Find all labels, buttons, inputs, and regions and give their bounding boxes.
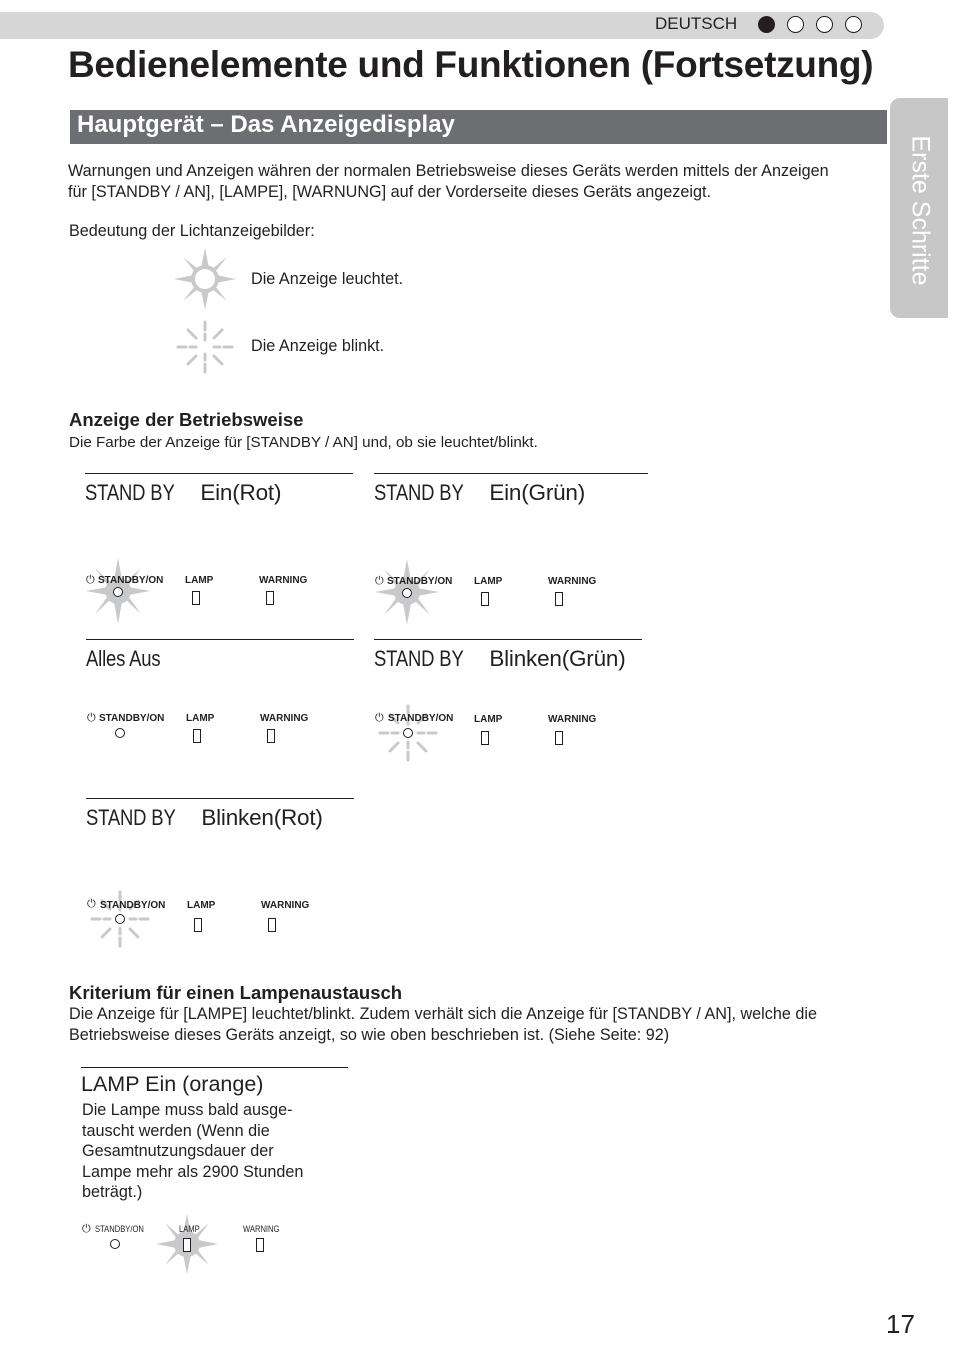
panel-title-all-off: Alles Aus: [86, 646, 161, 671]
standby-led: [113, 587, 123, 597]
warning-led: [555, 592, 563, 606]
legend-lit-text: Die Anzeige leuchtet.: [251, 270, 404, 288]
warning-led: [268, 918, 276, 932]
intro-line-1: Warnungen und Anzeigen währen der normalen Betriebsweise dieses Geräts werden mittels der Anzeigen: [68, 162, 829, 180]
standby-led: [402, 588, 412, 598]
page-title: Bedienelemente und Funktionen (Fortsetzung): [68, 44, 874, 85]
warning-led: [256, 1238, 264, 1252]
standby-led: [115, 914, 125, 924]
section-header: [70, 110, 887, 144]
panel-title-lamp-on-orange: LAMP Ein (orange): [81, 1072, 264, 1096]
standby-label: STANDBY/ON: [100, 900, 166, 911]
warning-label: WARNING: [259, 575, 308, 586]
lamp-label: LAMP: [185, 575, 214, 586]
warning-led: [555, 731, 563, 745]
panel-divider: [81, 1067, 348, 1068]
standby-led: [110, 1239, 120, 1249]
lamp-label: LAMP: [186, 713, 215, 724]
lamp-led: [183, 1238, 191, 1252]
lamp-led: [481, 592, 489, 606]
standby-led: [115, 728, 125, 738]
operation-description: Die Farbe der Anzeige für [STANDBY / AN] und, ob sie leuchtet/blinkt.: [69, 434, 538, 451]
standby-led: [403, 728, 413, 738]
power-icon: ⏻: [375, 712, 384, 724]
panel-divider: [374, 639, 642, 640]
lamp-panel-text: [82, 1100, 303, 1203]
lamp-replacement-line-2: Betriebsweise dieses Geräts anzeigt, so wie oben beschrieben ist. (Siehe Seite: 92): [69, 1026, 670, 1044]
page-indicator-dot-active: [758, 16, 775, 33]
page-indicator-dot: [845, 16, 862, 33]
blink-indicator-icon: [176, 320, 234, 374]
intro-line-2: für [STANDBY / AN], [LAMPE], [WARNUNG] auf der Vorderseite dieses Geräts angezeigt.: [68, 183, 711, 201]
lamp-led: [193, 729, 201, 743]
page-indicator-dot: [816, 16, 833, 33]
lamp-label: LAMP: [187, 900, 216, 911]
power-icon: ⏻: [82, 1223, 91, 1235]
warning-led: [267, 729, 275, 743]
standby-label: STANDBY/ON: [99, 713, 165, 724]
warning-label: WARNING: [548, 714, 597, 725]
section-title: Hauptgerät – Das Anzeigedisplay: [77, 111, 455, 138]
standby-label: STANDBY/ON: [98, 575, 164, 586]
lamp-panel-text-line: Die Lampe muss bald ausge-: [82, 1101, 293, 1119]
panel-divider: [86, 639, 354, 640]
legend-blink-text: Die Anzeige blinkt.: [251, 337, 385, 355]
panel-divider: [86, 798, 354, 799]
panel-divider: [85, 473, 353, 474]
page-number: 17: [886, 1309, 915, 1339]
lamp-panel-text-line: Gesamtnutzungsdauer der: [82, 1142, 274, 1161]
power-icon: ⏻: [87, 898, 96, 910]
lamp-led: [481, 731, 489, 745]
lit-indicator-icon: [174, 248, 236, 310]
warning-label: WARNING: [243, 1224, 280, 1235]
language-bar: [0, 12, 884, 39]
lamp-label: LAMP: [474, 576, 503, 587]
panel-title-standby-on-red: STAND BY Ein(Rot): [85, 480, 282, 505]
warning-label: WARNING: [261, 900, 310, 911]
lamp-led: [192, 591, 200, 605]
lamp-label: LAMP: [474, 714, 503, 725]
standby-label: STANDBY/ON: [387, 576, 453, 587]
panel-title-standby-blink-green: STAND BY Blinken(Grün): [374, 646, 626, 671]
lamp-label: LAMP: [179, 1224, 200, 1235]
panel-divider: [374, 473, 648, 474]
lamp-led: [194, 918, 202, 932]
warning-label: WARNING: [260, 713, 309, 724]
warning-led: [266, 591, 274, 605]
warning-label: WARNING: [548, 576, 597, 587]
lamp-replacement-heading: Kriterium für einen Lampenaustausch: [69, 982, 403, 1003]
side-tab: [890, 98, 948, 318]
legend-heading: Bedeutung der Lichtanzeigebilder:: [69, 222, 315, 240]
standby-label: STANDBY/ON: [388, 713, 454, 724]
power-icon: ⏻: [375, 575, 384, 587]
lamp-panel-text-line: tauscht werden (Wenn die: [82, 1121, 270, 1140]
lamp-panel-text-line: Lampe mehr als 2900 Stunden: [82, 1162, 304, 1181]
language-label: DEUTSCH: [655, 14, 738, 33]
page-indicator-dot: [787, 16, 804, 33]
power-icon: ⏻: [86, 574, 95, 586]
power-icon: ⏻: [87, 712, 96, 724]
lamp-replacement-line-1: Die Anzeige für [LAMPE] leuchtet/blinkt. Zudem verhält sich die Anzeige für [STANDBY / AN], welche die: [69, 1005, 817, 1023]
operation-heading: Anzeige der Betriebsweise: [69, 409, 304, 430]
panel-title-standby-blink-red: STAND BY Blinken(Rot): [86, 805, 323, 830]
panel-title-standby-on-green: STAND BY Ein(Grün): [374, 480, 586, 505]
standby-label: STANDBY/ON: [95, 1224, 144, 1235]
lamp-panel-text-line: beträgt.): [82, 1183, 143, 1202]
side-tab-label: Erste Schritte: [906, 135, 935, 286]
